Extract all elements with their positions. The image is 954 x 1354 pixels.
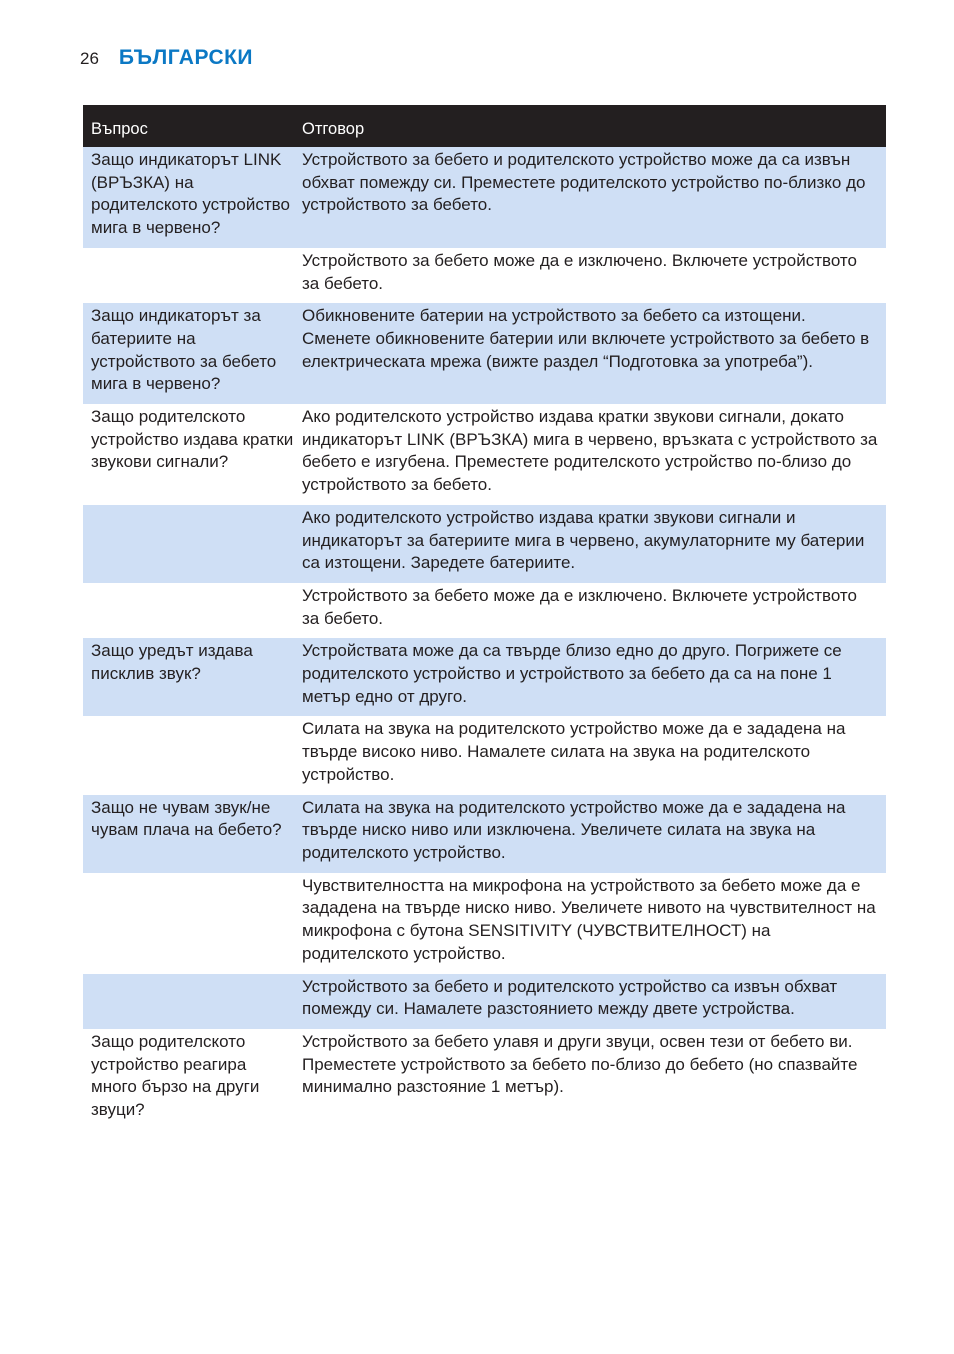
page-number: 26: [80, 49, 99, 68]
answer-cell: Устройството за бебето може да е изключено. Включете устройството за бебето.: [302, 250, 857, 293]
column-header-answer: Отговор: [302, 119, 365, 138]
answer-cell: Обикновените батерии на устройството за бебето са изтощени. Сменете обикновените батерии или включете устройството за бебето в електрическата мрежа (вижте раздел “Подготовка за употреба”).: [302, 306, 870, 371]
answer-cell: Устройствата може да са твърде близо едно до друго. Погрижете се родителското устройство и устройството за бебето да са на поне 1 метър едно от друго.: [302, 641, 842, 706]
table-row: [83, 248, 886, 303]
question-cell: [83, 716, 302, 794]
answer-cell: Силата на звука на родителското устройство може да е зададена на твърде високо ниво. Намалете силата на звука на родителското устройство.: [302, 719, 846, 784]
table-row: [83, 404, 886, 505]
answer-cell: Ако родителското устройство издава кратки звукови сигнали и индикаторът за батериите мига в червено, акумулаторните му батерии са изтощени. Заредете батериите.: [302, 507, 865, 573]
language-title: БЪЛГАРСКИ: [118, 46, 254, 69]
question-cell: Защо родителското устройство издава кратки звукови сигнали?: [91, 407, 294, 472]
answer-cell: Устройството за бебето и родителското устройство са извън обхват помежду си. Намалете разстоянието между двете устройства.: [302, 976, 838, 1019]
question-cell: Защо родителското устройство реагира много бързо на други звуци?: [91, 1031, 260, 1120]
table-body: [83, 147, 886, 1130]
table-row: [83, 147, 886, 248]
question-cell: Защо уредът издава писклив звук?: [91, 641, 253, 684]
table-row: [83, 303, 886, 404]
answer-cell: Устройството за бебето улавя и други звуци, освен тези от бебето ви. Преместете устройството за бебето по-близо до бебето (но спазвайте минимално разстояние 1 метър).: [302, 1031, 858, 1097]
answer-cell: Ако родителското устройство издава кратки звукови сигнали, докато индикаторът LINK (ВРЪЗКА) мига в червено, връзката с устройството за бебето е изгубена. Преместете родителското устройство по-близо до устройството за бебето.: [302, 407, 878, 495]
table-row: [83, 505, 886, 583]
question-cell: [83, 583, 302, 638]
answer-cell: Силата на звука на родителското устройство може да е зададена на твърде ниско ниво или изключена. Увеличете силата на звука на родителското устройство.: [302, 797, 846, 862]
question-cell: [83, 873, 302, 974]
question-cell: [83, 974, 302, 1029]
column-header-question: Въпрос: [91, 119, 148, 138]
table-row: [83, 795, 886, 873]
answer-cell: Устройството за бебето и родителското устройство може да са извън обхват помежду си. Преместете родителското устройство по-близко до устройството за бебето.: [302, 150, 866, 215]
question-cell: Защо индикаторът за батериите на устройството за бебето мига в червено?: [91, 306, 277, 394]
answer-cell: Чувствителността на микрофона на устройството за бебето може да е зададена на твърде ниско ниво. Увеличете нивото на чувствителност на микрофона с бутона SENSITIVITY (ЧУВСТВИТЕЛНОСТ) на родителското устройство.: [302, 875, 876, 963]
table-row: [83, 716, 886, 794]
question-cell: Защо не чувам звук/не чувам плача на бебето?: [91, 797, 282, 840]
table-row: [83, 583, 886, 638]
table-row: [83, 873, 886, 974]
question-cell: [83, 505, 302, 583]
question-cell: [83, 248, 302, 303]
troubleshooting-table: [83, 105, 886, 1130]
table-row: [83, 974, 886, 1029]
table-row: [83, 1029, 886, 1130]
question-cell: Защо индикаторът LINK (ВРЪЗКА) на родителското устройство мига в червено?: [91, 150, 290, 238]
page-header: [80, 46, 253, 70]
table-row: [83, 638, 886, 716]
table-header-row: [83, 105, 886, 147]
answer-cell: Устройството за бебето може да е изключено. Включете устройството за бебето.: [302, 585, 857, 628]
